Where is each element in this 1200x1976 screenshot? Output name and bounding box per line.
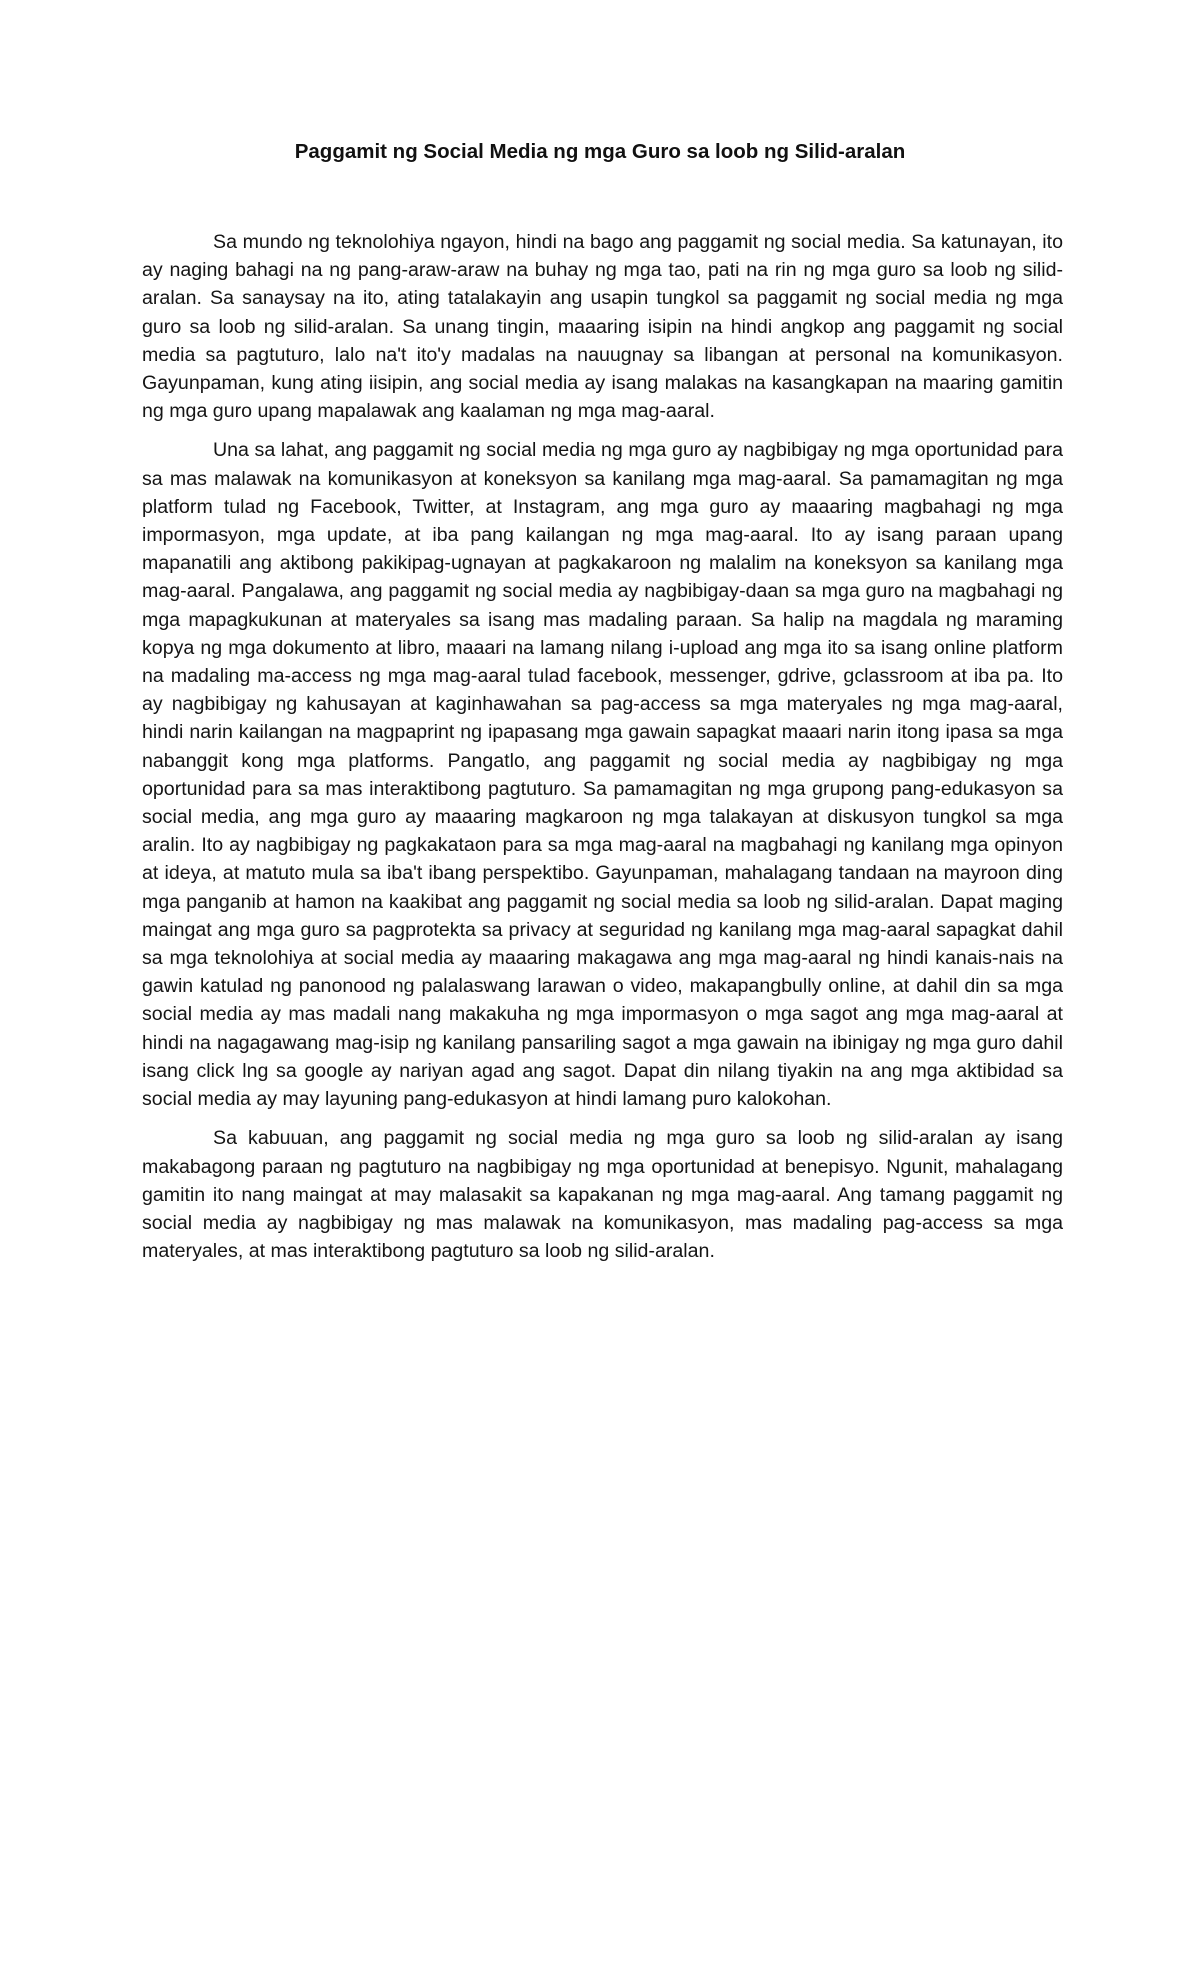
paragraph-conclusion: Sa kabuuan, ang paggamit ng social media ng mga guro sa loob ng silid-aralan ay isang makabagong paraan ng pagtuturo na nagbibigay ng mga oportunidad at benepisyo. Ngunit, mahalagang gamitin ito nang maingat at may malasakit sa kapakanan ng mga mag-aaral. Ang tamang paggamit ng social media ay nagbibigay ng mas malawak na komunikasyon, mas madaling pag-access sa mga materyales, at mas interaktibong pagtuturo sa loob ng silid-aralan. bbox=[142, 1127, 1063, 1263]
paragraph-introduction: Sa mundo ng teknolohiya ngayon, hindi na bago ang paggamit ng social media. Sa katunayan, ito ay naging bahagi na ng pang-araw-araw na buhay ng mga tao, pati na rin ng mga guro sa loob ng silid-aralan. Sa sanaysay na ito, ating tatalakayin ang usapin tungkol sa paggamit ng social media ng mga guro sa loob ng silid-aralan. Sa unang tingin, maaaring isipin na hindi angkop ang paggamit ng social media sa pagtuturo, lalo na't ito'y madalas na nauugnay sa libangan at personal na komunikasyon. Gayunpaman, kung ating iisipin, ang social media ay isang malakas na kasangkapan na maaring gamitin ng mga guro upang mapalawak ang kaalaman ng mga mag-aaral. bbox=[142, 231, 1063, 423]
paragraph-body: Una sa lahat, ang paggamit ng social media ng mga guro ay nagbibigay ng mga oportunidad para sa mas malawak na komunikasyon at koneksyon sa kanilang mga mag-aaral. Sa pamamagitan ng mga platform tulad ng Facebook, Twitter, at Instagram, ang mga guro ay maaaring magbahagi ng mga impormasyon, mga update, at iba pang kailangan ng mga mag-aaral. Ito ay isang paraan upang mapanatili ang aktibong pakikipag-ugnayan at pagkakaroon ng malalim na koneksyon sa kanilang mga mag-aaral. Pangalawa, ang paggamit ng social media ay nagbibigay-daan sa mga guro na magbahagi ng mga mapagkukunan at materyales sa isang mas madaling paraan. Sa halip na magdala ng maraming kopya ng mga dokumento at libro, maaari na lamang nilang i-upload ang mga ito sa isang online platform na madaling ma-access ng mga mag-aaral tulad facebook, messenger, gdrive, gclassroom at iba pa. Ito ay nagbibigay ng kahusayan at kaginhawahan sa pag-access sa mga materyales ng mga mag-aaral, hindi narin kailangan na magpaprint ng ipapasang mga gawain sapagkat maaari narin itong ipasa sa mga nabanggit kong mga platforms. Pangatlo, ang paggamit ng social media ay nagbibigay ng mga oportunidad para sa mas interaktibong pagtuturo. Sa pamamagitan ng mga grupong pang-edukasyon sa social media, ang mga guro ay maaaring magkaroon ng mga talakayan at diskusyon tungkol sa mga aralin. Ito ay nagbibigay ng pagkakataon para sa mga mag-aaral na magbahagi ng kanilang mga opinyon at ideya, at matuto mula sa iba't ibang perspektibo. Gayunpaman, mahalagang tandaan na mayroon ding mga panganib at hamon na kaakibat ang paggamit ng social media sa loob ng silid-aralan. Dapat maging maingat ang mga guro sa pagprotekta sa privacy at seguridad ng kanilang mga mag-aaral sapagkat dahil sa mga teknolohiya at social media ay maaaring makagawa ang mga mag-aaral ng hindi kanais-nais na gawin katulad ng panonood ng palalaswang larawan o video, makapangbully online, at dahil din sa mga social media ay mas madali nang makakuha ng mga impormasyon o mga sagot ang mga mag-aaral at hindi na nagagawang mag-isip ng kanilang pansariling sagot a mga gawain na ibinigay ng mga guro dahil isang click lng sa google ay nariyan agad ang sagot. Dapat din nilang tiyakin na ang mga aktibidad sa social media ay may layuning pang-edukasyon at hindi lamang puro kalokohan. bbox=[142, 439, 1063, 1111]
document-title: Paggamit ng Social Media ng mga Guro sa loob ng Silid-aralan bbox=[294, 140, 906, 163]
document-body bbox=[142, 228, 1063, 1276]
